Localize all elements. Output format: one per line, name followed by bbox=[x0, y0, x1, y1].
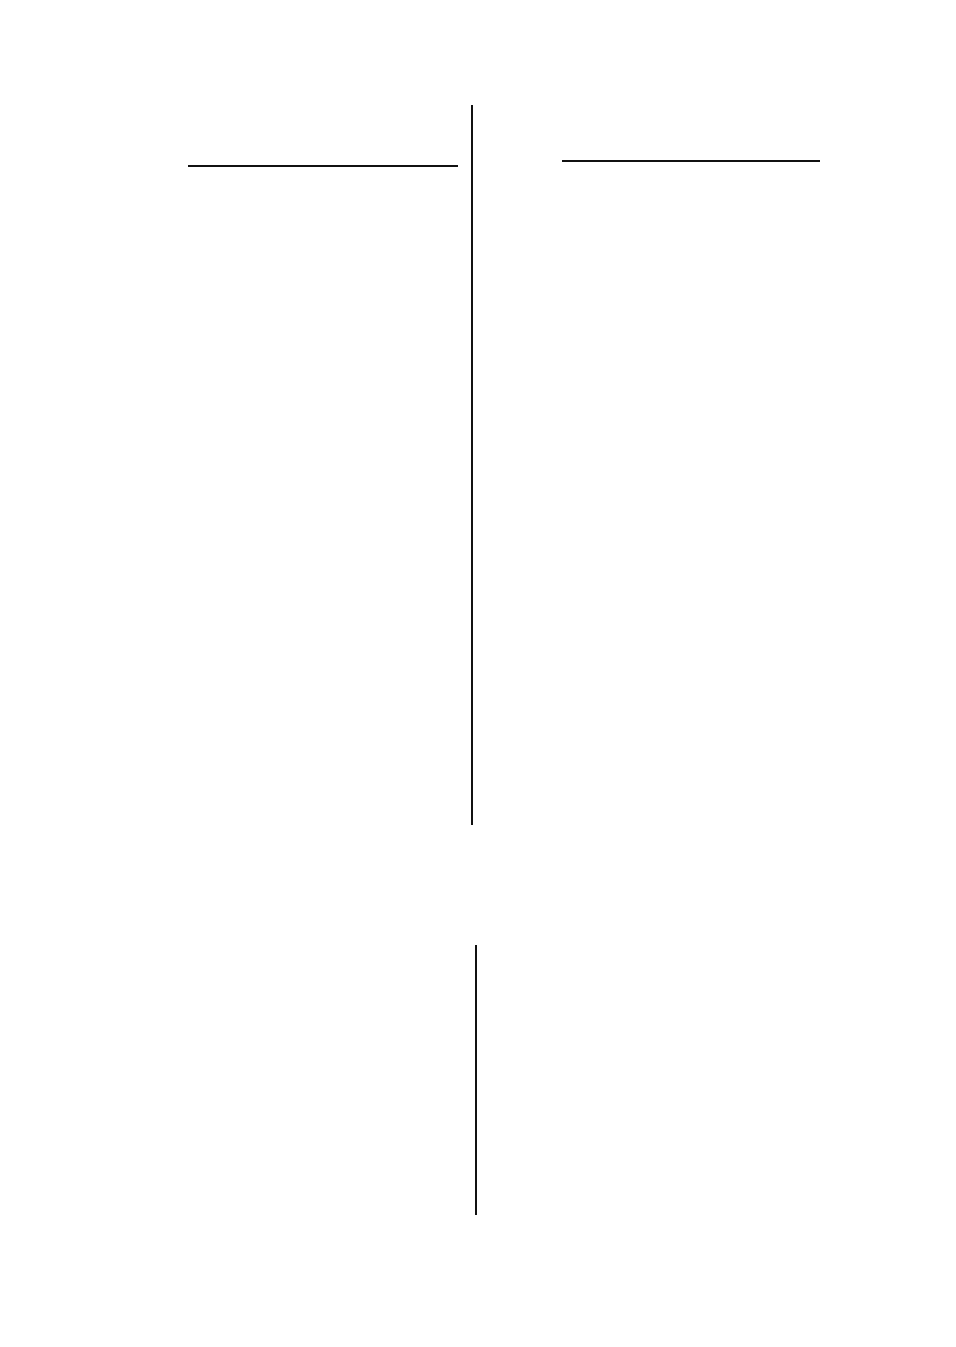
kaf-column-divider bbox=[475, 945, 477, 1215]
right-header-underline bbox=[562, 160, 820, 162]
column-divider bbox=[471, 105, 473, 825]
left-header-underline bbox=[188, 165, 458, 167]
